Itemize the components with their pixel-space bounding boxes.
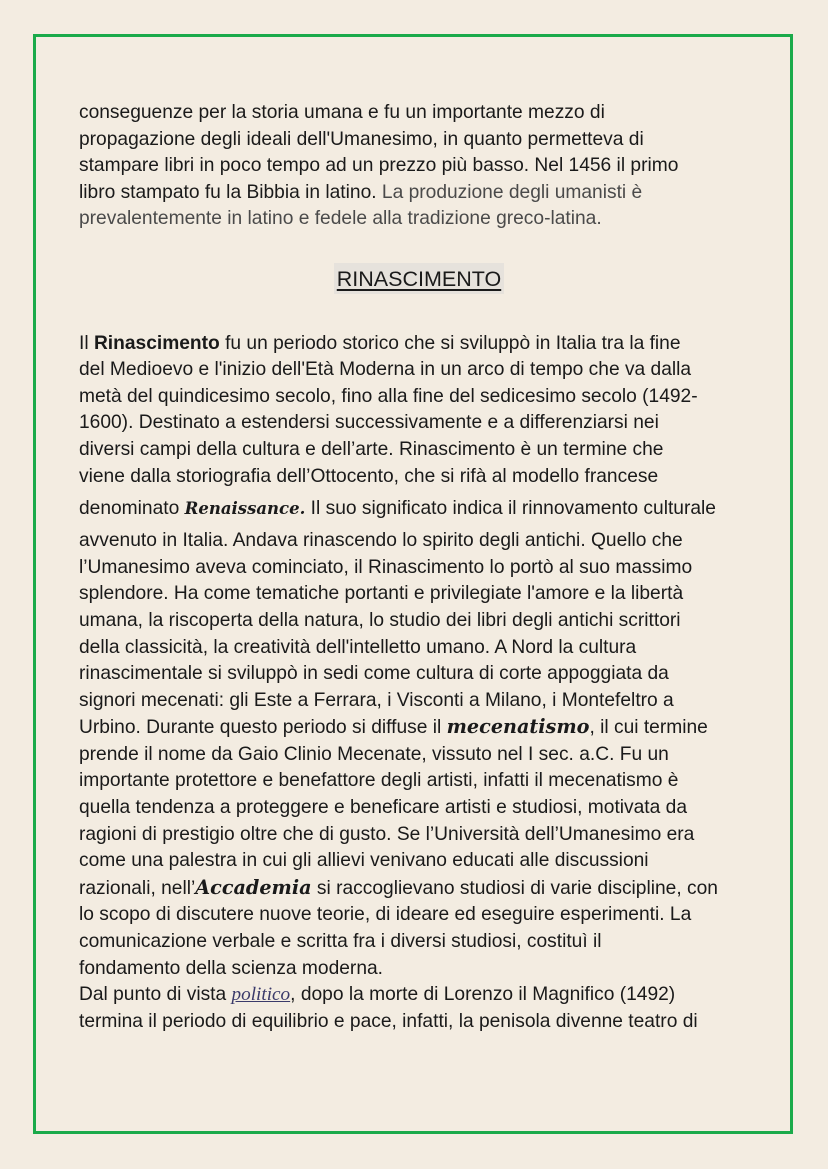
text-line: quella tendenza a proteggere e beneficare artisti e studiosi, motivata da [79,797,687,819]
text-line: come una palestra in cui gli allievi venivano educati alle discussioni [79,850,649,872]
text-line: La produzione degli umanisti è [376,181,643,203]
intro-paragraph [79,100,759,233]
underlined-term: politico [231,984,291,1006]
text-line: della classicità, la creatività dell'intelletto umano. A Nord la cultura [79,636,637,658]
bold-term: Rinascimento [93,332,220,354]
text-segment: si raccoglievano studiosi di varie discipline, con [311,877,718,899]
script-term: Accademia [195,875,312,899]
text-line: rinascimentale si sviluppò in sedi come cultura di corte appoggiata da [79,663,669,685]
text-line: viene dalla storiografia dell’Ottocento, che si rifà al modello francese [79,465,659,487]
text-line: comunicazione verbale e scritta fra i diversi studiosi, costituì il [79,931,602,953]
text-segment: denominato [79,498,185,520]
document-body [79,100,759,1035]
text-segment: razionali, nell’ [79,877,196,899]
text-line: fondamento della scienza moderna. [79,957,383,979]
text-line-tall [79,490,759,528]
text-line: l’Umanesimo aveva cominciato, il Rinascimento lo portò al suo massimo [79,556,693,578]
section-heading: RINASCIMENTO [334,263,504,294]
text-line: prevalentemente in latino e fedele alla tradizione greco-latina. [79,208,602,230]
text-line: importante protettore e benefattore degli artisti, infatti il mecenatismo è [79,770,679,792]
text-line: avvenuto in Italia. Andava rinascendo lo spirito degli antichi. Quello che [79,530,683,552]
text-line: conseguenze per la storia umana e fu un importante mezzo di [79,102,605,123]
text-line: umana, la riscoperta della natura, lo studio dei libri degli antichi scrittori [79,609,681,631]
text-line: del Medioevo e l'inizio dell'Età Moderna in un arco di tempo che va dalla [79,359,692,381]
text-line: libro stampato fu la Bibbia in latino. [79,181,377,203]
text-segment: Dal punto di vista [79,984,232,1006]
text-line: prende il nome da Gaio Clinio Mecenate, vissuto nel I sec. a.C. Fu un [79,743,669,765]
text-line: splendore. Ha come tematiche portanti e privilegiate l'amore e la libertà [79,583,684,605]
text-line: stampare libri in poco tempo ad un prezzo più basso. Nel 1456 il primo [79,155,679,177]
text-line: metà del quindicesimo secolo, fino alla fine del sedicesimo secolo (1492- [79,385,698,407]
text-line: propagazione degli ideali dell'Umanesimo, in quanto permetteva di [79,128,644,150]
text-line: 1600). Destinato a estendersi successivamente e a differenziarsi nei [79,412,659,434]
text-line: diversi campi della cultura e dell’arte. Rinascimento è un termine che [79,438,664,460]
script-term: Renaissance. [184,499,306,519]
script-term: mecenatismo [446,715,590,739]
text-segment: , dopo la morte di Lorenzo il Magnifico (1492) [290,984,676,1006]
text-segment: Il suo significato indica il rinnovamento culturale [305,498,716,520]
text-line: Il [79,332,94,354]
text-line: fu un periodo storico che si sviluppò in Italia tra la fine [219,332,681,354]
text-line: signori mecenati: gli Este a Ferrara, i Visconti a Milano, i Montefeltro a [79,689,674,711]
text-segment: , il cui termine [589,717,708,739]
heading-wrapper [79,263,759,295]
main-paragraph [79,331,759,1036]
text-line: termina il periodo di equilibrio e pace, infatti, la penisola divenne teatro di [79,1010,698,1032]
text-line: lo scopo di discutere nuove teorie, di ideare ed eseguire esperimenti. La [79,904,692,926]
text-segment: Urbino. Durante questo periodo si diffuse il [79,717,447,739]
text-line: ragioni di prestigio oltre che di gusto. Se l’Università dell’Umanesimo era [79,823,695,845]
